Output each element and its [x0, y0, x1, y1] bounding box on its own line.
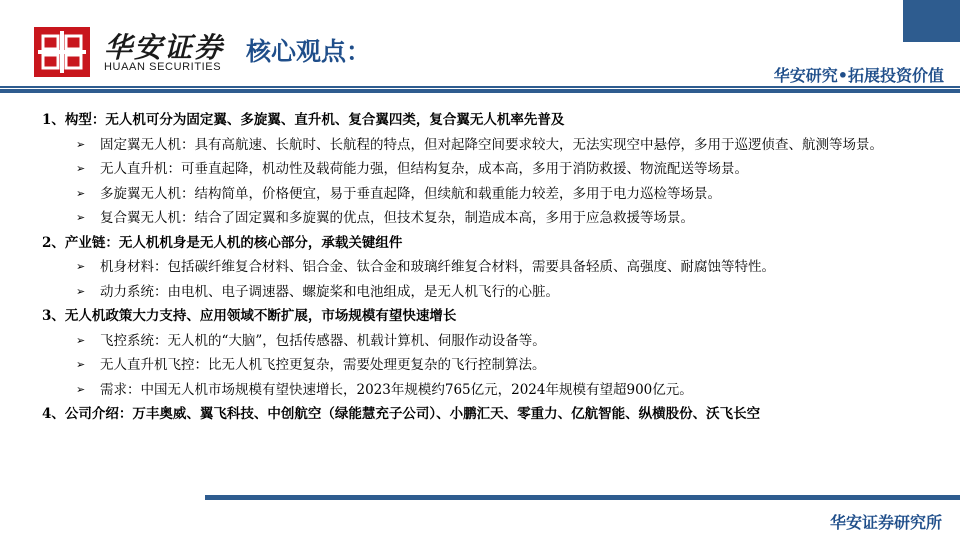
bullet-text: 机身材料：包括碳纤维复合材料、铝合金、钛合金和玻璃纤维复合材料，需要具备轻质、高强度、耐腐蚀等特性。 — [100, 259, 775, 275]
header-divider-thick — [0, 89, 960, 93]
bullet-item — [42, 280, 942, 305]
arrow-bullet-icon: ➢ — [76, 186, 86, 200]
corner-decoration — [903, 0, 960, 42]
bullet-item — [42, 157, 942, 182]
bullet-item — [42, 329, 942, 354]
bullet-text: 需求：中国无人机市场规模有望快速增长，2023年规模约765亿元，2024年规模有望超900亿元。 — [100, 381, 693, 398]
bullet-item — [42, 206, 942, 231]
arrow-bullet-icon: ➢ — [76, 162, 86, 175]
bullet-text: 无人直升机飞控：比无人机飞控更复杂，需要处理更复杂的飞行控制算法。 — [100, 357, 546, 373]
bullet-item — [42, 133, 942, 158]
section-heading: 3、无人机政策大力支持、应用领域不断扩展，市场规模有望快速增长 — [42, 308, 457, 324]
header-divider-thin — [0, 86, 960, 88]
footer-divider — [205, 495, 960, 500]
arrow-bullet-icon: ➢ — [76, 382, 86, 396]
brand-name-en: HUAAN SECURITIES — [104, 61, 222, 73]
bullet-text: 固定翼无人机：具有高航速、长航时、长航程的特点，但对起降空间要求较大，无法实现空中悬停，多用于巡逻侦查、航测等场景。 — [100, 136, 883, 153]
footer-label: 华安证券研究所 — [829, 513, 942, 532]
arrow-bullet-icon: ➢ — [76, 284, 86, 298]
arrow-bullet-icon: ➢ — [76, 211, 86, 224]
bullet-text: 无人直升机：可垂直起降，机动性及载荷能力强，但结构复杂，成本高，多用于消防救援、物流配送等场景。 — [100, 161, 748, 177]
bullet-text: 动力系统：由电机、电子调速器、螺旋桨和电池组成，是无人机飞行的心脏。 — [100, 283, 559, 300]
bullet-item — [42, 182, 942, 207]
arrow-bullet-icon: ➢ — [76, 358, 86, 371]
bullet-item — [42, 378, 942, 403]
bullet-text: 复合翼无人机：结合了固定翼和多旋翼的优点，但技术复杂，制造成本高，多用于应急救援等场景。 — [100, 210, 694, 226]
bullet-item — [42, 255, 942, 280]
arrow-bullet-icon: ➢ — [76, 137, 86, 151]
bullet-item — [42, 353, 942, 378]
page-title: 核心观点： — [246, 37, 372, 66]
slogan: 华安研究•拓展投资价值 — [773, 66, 944, 85]
section-heading: 4、公司介绍：万丰奥威、翼飞科技、中创航空（绿能慧充子公司）、小鹏汇天、零重力、亿航智能、纵横股份、沃飞长空 — [42, 406, 761, 422]
bullet-text: 飞控系统：无人机的“大脑”，包括传感器、机载计算机、伺服作动设备等。 — [100, 332, 546, 349]
arrow-bullet-icon: ➢ — [76, 333, 86, 347]
section-heading: 2、产业链：无人机机身是无人机的核心部分，承载关键组件 — [42, 234, 403, 251]
brand-name-cn: 华安证券 — [104, 31, 225, 64]
arrow-bullet-icon: ➢ — [76, 260, 86, 273]
bullet-text: 多旋翼无人机：结构简单，价格便宜，易于垂直起降，但续航和载重能力较差，多用于电力巡检等场景。 — [100, 185, 721, 202]
huaan-logo-icon — [34, 27, 90, 77]
key-points-content — [42, 108, 942, 427]
section-heading: 1、构型：无人机可分为固定翼、多旋翼、直升机、复合翼四类，复合翼无人机率先普及 — [42, 112, 565, 128]
